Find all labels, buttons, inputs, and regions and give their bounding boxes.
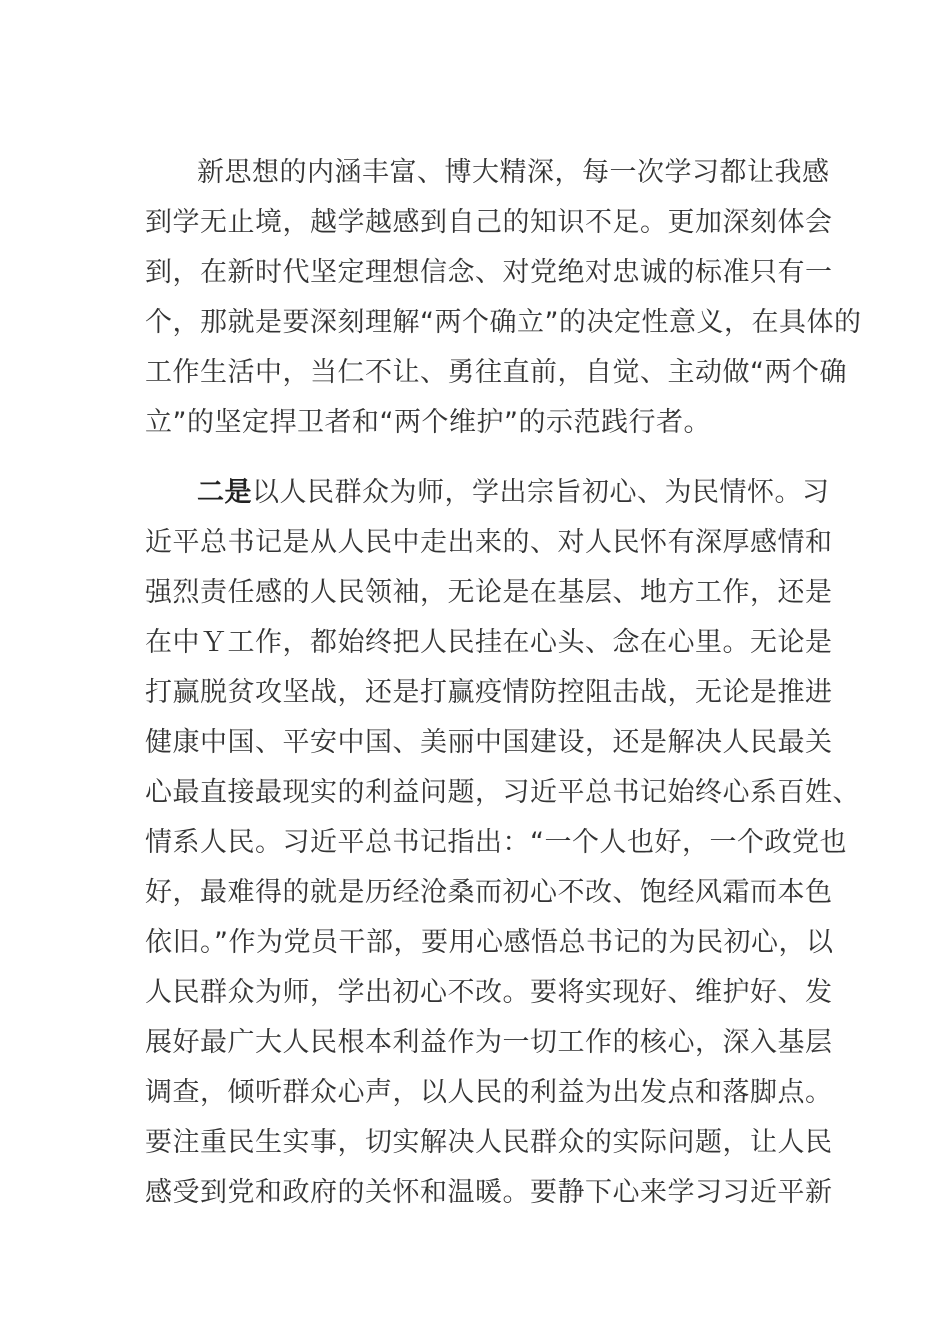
text-line: 心最直接最现实的利益问题，习近平总书记始终心系百姓、 xyxy=(145,777,860,808)
text-line: 打赢脱贫攻坚战，还是打赢疫情防控阻击战，无论是推进 xyxy=(145,677,833,708)
text-line: 个，那就是要深刻理解“两个确立”的决定性意义，在具体的 xyxy=(145,307,862,338)
text-line: 强烈责任感的人民领袖，无论是在基层、地方工作，还是 xyxy=(145,577,833,608)
text-line: 要注重民生实事，切实解决人民群众的实际问题，让人民 xyxy=(145,1127,833,1158)
text-line: 感受到党和政府的关怀和温暖。要静下心来学习习近平新 xyxy=(145,1177,833,1208)
text-line: 新思想的内涵丰富、博大精深，每一次学习都让我感 xyxy=(197,157,830,188)
text-line: 依旧。”作为党员干部，要用心感悟总书记的为民初心，以 xyxy=(145,927,834,958)
text-line: 在中Ｙ工作，都始终把人民挂在心头、念在心里。无论是 xyxy=(145,627,833,658)
text-line: 到，在新时代坚定理想信念、对党绝对忠诚的标准只有一 xyxy=(145,257,833,288)
text-line-rest: 以人民群众为师，学出宗旨初心、为民情怀。习 xyxy=(252,477,830,508)
text-line: 人民群众为师，学出初心不改。要将实现好、维护好、发 xyxy=(145,977,833,1008)
text-line: 近平总书记是从人民中走出来的、对人民怀有深厚感情和 xyxy=(145,527,833,558)
paragraph-2 xyxy=(145,468,860,1218)
text-line: 到学无止境，越学越感到自己的知识不足。更加深刻体会 xyxy=(145,207,833,238)
text-line-first xyxy=(145,468,830,518)
text-line: 工作生活中，当仁不让、勇往直前，自觉、主动做“两个确 xyxy=(145,357,847,388)
text-line: 调查，倾听群众心声，以人民的利益为出发点和落脚点。 xyxy=(145,1077,833,1108)
text-line: 健康中国、平安中国、美丽中国建设，还是解决人民最关 xyxy=(145,727,833,758)
text-line: 立”的坚定捍卫者和“两个维护”的示范践行者。 xyxy=(145,407,711,438)
paragraph-lead: 二是 xyxy=(197,477,252,508)
document-body xyxy=(145,148,862,1218)
text-line: 展好最广大人民根本利益作为一切工作的核心，深入基层 xyxy=(145,1027,833,1058)
text-line: 好，最难得的就是历经沧桑而初心不改、饱经风霜而本色 xyxy=(145,877,833,908)
paragraph-1 xyxy=(145,148,862,448)
text-line: 情系人民。习近平总书记指出：“一个人也好，一个政党也 xyxy=(145,827,847,858)
